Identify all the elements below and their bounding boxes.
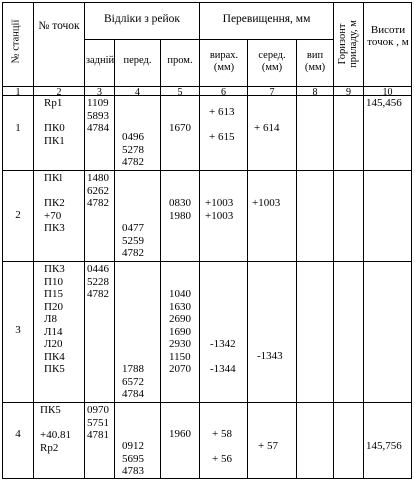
header-excess: Перевищення, мм bbox=[222, 13, 311, 25]
row4-avg: + 57 bbox=[258, 440, 278, 452]
col-number-5: 5 bbox=[177, 87, 183, 98]
header-station: № станції bbox=[10, 19, 22, 64]
col-number-6: 6 bbox=[221, 87, 226, 98]
col-number-9: 9 bbox=[346, 87, 351, 98]
row4-height-bottom: 145,756 bbox=[366, 440, 402, 452]
row1-rear: 1109 5893 4784 bbox=[87, 97, 109, 134]
row1-calc: + 613 + 615 bbox=[209, 106, 235, 143]
row2-calc: +1003 +1003 bbox=[205, 197, 234, 222]
row4-front: 0912 5695 4783 bbox=[122, 440, 144, 477]
row1-avg: + 614 bbox=[254, 122, 280, 134]
row2-front: 0477 5259 4782 bbox=[122, 222, 144, 259]
header-avg: серед. (мм) bbox=[258, 50, 286, 73]
row2-rear: 1480 6262 4782 bbox=[87, 172, 109, 209]
row4-points: ПК5 +40.81 Rp2 bbox=[40, 404, 71, 454]
row2-station: 2 bbox=[15, 209, 21, 221]
col-number-3: 3 bbox=[97, 87, 102, 98]
row1-points: Rp1 ПК0 ПК1 bbox=[44, 97, 65, 147]
header-corr: вип (мм) bbox=[304, 50, 326, 73]
col-number-1: 1 bbox=[15, 87, 21, 98]
row1-inter: 1670 bbox=[169, 122, 191, 134]
col-number-4: 4 bbox=[135, 87, 140, 98]
header-readings: Відліки з рейок bbox=[103, 13, 181, 25]
row4-rear: 0970 5751 4781 bbox=[87, 404, 109, 441]
header-rear: задній bbox=[85, 55, 115, 66]
col-number-2: 2 bbox=[56, 87, 62, 98]
header-inter: пром. bbox=[167, 55, 193, 66]
row4-calc: + 58 + 56 bbox=[212, 428, 232, 465]
row4-inter: 1960 bbox=[169, 428, 191, 440]
row2-avg: +1003 bbox=[252, 197, 281, 209]
row3-front: 1788 6572 4784 bbox=[122, 363, 144, 400]
row1-height-top: 145,456 bbox=[366, 97, 402, 109]
row3-rear: 0446 5228 4782 bbox=[87, 263, 109, 300]
header-front: перед. bbox=[123, 55, 152, 66]
row3-station: 3 bbox=[15, 324, 21, 336]
row4-station: 4 bbox=[15, 428, 21, 440]
header-point: № точок bbox=[38, 20, 80, 32]
row3-calc: -1342 -1344 bbox=[210, 338, 236, 375]
header-calc: вирах. (мм) bbox=[209, 50, 239, 73]
row2-points: ПКl ПК2 +70 ПК3 bbox=[44, 172, 65, 234]
row3-points: ПК3 П10 П15 П20 Л8 Л14 Л20 ПК4 ПК5 bbox=[44, 263, 65, 375]
row1-front: 0496 5278 4782 bbox=[122, 131, 144, 168]
col-number-10: 10 bbox=[382, 87, 393, 98]
row3-avg: -1343 bbox=[257, 350, 283, 362]
col-number-7: 7 bbox=[269, 87, 275, 98]
row2-inter: 0830 1980 bbox=[169, 197, 191, 222]
header-heights: Висоти точок , м bbox=[367, 24, 409, 48]
row3-inter: 1040 1630 2690 1690 2930 1150 2070 bbox=[169, 288, 191, 375]
header-horizon: Горизонт приладу, м bbox=[337, 20, 359, 68]
col-number-8: 8 bbox=[312, 87, 318, 98]
row1-station: 1 bbox=[15, 122, 21, 134]
